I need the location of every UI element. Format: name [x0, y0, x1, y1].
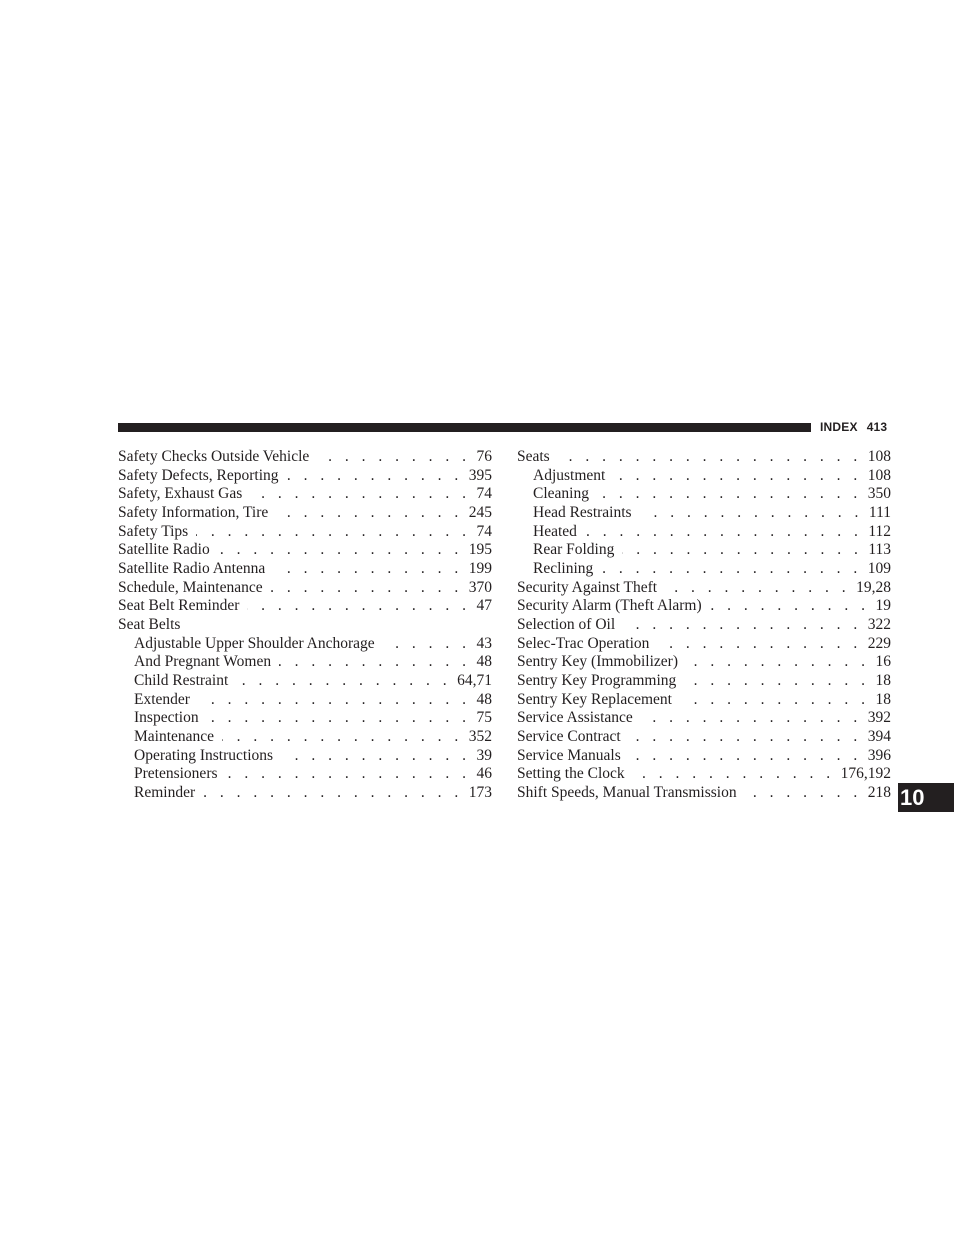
index-term: Safety Checks Outside Vehicle: [118, 448, 310, 465]
dot-leader: [276, 504, 463, 523]
index-entry: [517, 635, 891, 654]
index-entry: [118, 747, 492, 766]
index-page-ref: 109: [867, 559, 891, 577]
index-page-ref: 75: [476, 709, 492, 727]
index-page-ref: 48: [476, 690, 492, 708]
index-page-ref: 322: [867, 615, 891, 633]
dot-leader: [622, 541, 862, 560]
index-term: Rear Folding: [533, 541, 615, 559]
index-entry: [517, 653, 891, 672]
dot-leader: [680, 691, 870, 710]
index-page-ref: 352: [468, 727, 492, 745]
index-entry: [517, 765, 891, 784]
index-page-ref: 218: [867, 783, 891, 801]
index-page-ref: 195: [468, 541, 492, 559]
index-page-ref: 18: [875, 690, 891, 708]
dot-leader: [207, 709, 471, 728]
index-entry: [517, 504, 891, 523]
index-term: Satellite Radio Antenna: [118, 559, 266, 577]
index-term: Satellite Radio: [118, 541, 210, 559]
index-entry: [118, 616, 492, 635]
dot-leader: [640, 504, 863, 523]
index-entry: [118, 691, 492, 710]
index-page-ref: 199: [468, 559, 492, 577]
dot-leader: [317, 448, 470, 467]
index-page-ref: 108: [867, 448, 891, 465]
dot-leader: [558, 448, 862, 467]
index-entry: [517, 747, 891, 766]
section-label: INDEX: [820, 420, 858, 434]
dot-leader: [597, 485, 862, 504]
index-term: Child Restraint: [134, 671, 229, 689]
index-entry: [517, 709, 891, 728]
dot-leader: [196, 523, 470, 542]
dot-leader: [633, 765, 835, 784]
index-term: Safety Information, Tire: [118, 503, 269, 521]
index-term: Service Assistance: [517, 709, 633, 727]
index-page-ref: 176,192: [840, 765, 891, 783]
index-entry: [517, 467, 891, 486]
index-page-ref: 19,28: [856, 578, 891, 596]
index-term: Security Against Theft: [517, 578, 658, 596]
index-page-ref: 173: [468, 783, 492, 801]
index-page-ref: 64,71: [457, 671, 492, 689]
index-page-ref: 46: [476, 765, 492, 783]
index-column-right: [517, 448, 891, 802]
index-term: Heated: [533, 522, 577, 540]
index-term: Service Contract: [517, 727, 621, 745]
index-page-ref: 245: [468, 503, 492, 521]
index-page-ref: 396: [867, 746, 891, 764]
index-page-ref: 111: [868, 503, 891, 521]
dot-leader: [271, 579, 463, 598]
dot-leader: [745, 784, 862, 803]
index-page-ref: 392: [867, 709, 891, 727]
index-page-ref: 394: [867, 727, 891, 745]
index-entry: [118, 579, 492, 598]
dot-leader: [222, 728, 463, 747]
dot-leader: [273, 560, 463, 579]
index-entry: [118, 653, 492, 672]
index-term: Pretensioners: [134, 765, 218, 783]
dot-leader: [281, 747, 470, 766]
index-page-ref: 112: [868, 522, 891, 540]
index-term: Schedule, Maintenance: [118, 578, 263, 596]
index-term: Security Alarm (Theft Alarm): [517, 597, 702, 615]
index-term: Operating Instructions: [134, 746, 274, 764]
chapter-tab: 10: [898, 783, 954, 812]
dot-leader: [623, 616, 862, 635]
index-term: Selec-Trac Operation: [517, 634, 650, 652]
index-entry: [517, 691, 891, 710]
index-entry: [118, 597, 492, 616]
dot-leader: [585, 523, 862, 542]
index-entry: [517, 448, 891, 467]
index-term: Seat Belt Reminder: [118, 597, 240, 615]
index-page-ref: 74: [476, 485, 492, 503]
page-number: 413: [866, 420, 888, 434]
index-term: Setting the Clock: [517, 765, 625, 783]
index-page-ref: 74: [476, 522, 492, 540]
index-entry: [517, 616, 891, 635]
dot-leader: [686, 653, 870, 672]
index-page-ref: 113: [868, 541, 891, 559]
index-term: Cleaning: [533, 485, 589, 503]
dot-leader: [198, 691, 471, 710]
index-page-ref: 229: [867, 634, 891, 652]
index-entry: [118, 765, 492, 784]
index-entry: [118, 467, 492, 486]
index-entry: [517, 541, 891, 560]
index-entry: [517, 728, 891, 747]
index-entry: [118, 485, 492, 504]
index-term: Safety, Exhaust Gas: [118, 485, 243, 503]
index-entry: [118, 709, 492, 728]
index-page-ref: 19: [875, 597, 891, 615]
dot-leader: [629, 747, 862, 766]
index-term: Sentry Key Replacement: [517, 690, 672, 708]
index-entry: [517, 579, 891, 598]
dot-leader: [279, 653, 470, 672]
dot-leader: [629, 728, 862, 747]
dot-leader: [613, 467, 861, 486]
index-entry: [517, 485, 891, 504]
index-entry: [118, 448, 492, 467]
index-entry: [517, 523, 891, 542]
dot-leader: [236, 672, 451, 691]
index-term: Reclining: [533, 559, 594, 577]
dot-leader: [218, 541, 463, 560]
index-entry: [118, 560, 492, 579]
dot-leader: [383, 635, 471, 654]
index-entry: [517, 672, 891, 691]
index-term: Service Manuals: [517, 746, 621, 764]
index-entry: [118, 672, 492, 691]
index-page-ref: 43: [476, 634, 492, 652]
index-column-left: [118, 448, 492, 802]
index-page-ref: 47: [476, 597, 492, 615]
index-entry: [517, 560, 891, 579]
dot-leader: [641, 709, 862, 728]
dot-leader: [247, 597, 470, 616]
index-term: Safety Tips: [118, 522, 189, 540]
index-page-ref: 370: [468, 578, 492, 596]
index-term: Shift Speeds, Manual Transmission: [517, 783, 737, 801]
index-page-ref: 76: [476, 448, 492, 465]
index-page-ref: 395: [468, 466, 492, 484]
index-entry: [118, 504, 492, 523]
index-term: Extender: [134, 690, 190, 708]
index-term: Safety Defects, Reporting: [118, 466, 279, 484]
index-page-ref: 39: [476, 746, 492, 764]
index-term: Head Restraints: [533, 503, 632, 521]
index-page-ref: 350: [867, 485, 891, 503]
index-term: Seats: [517, 448, 550, 465]
dot-leader: [287, 467, 463, 486]
index-term: And Pregnant Women: [134, 653, 272, 671]
dot-leader: [226, 765, 471, 784]
dot-leader: [710, 597, 870, 616]
index-entry: [517, 784, 891, 803]
index-page-ref: 108: [867, 466, 891, 484]
index-term: Sentry Key (Immobilizer): [517, 653, 678, 671]
index-term: Maintenance: [134, 727, 215, 745]
index-term: Reminder: [134, 783, 196, 801]
dot-leader: [250, 485, 470, 504]
index-term: Inspection: [134, 709, 199, 727]
index-term: Sentry Key Programming: [517, 671, 677, 689]
dot-leader: [665, 579, 850, 598]
header-rule: [118, 423, 811, 432]
dot-leader: [684, 672, 869, 691]
index-entry: [517, 597, 891, 616]
running-header: [820, 420, 887, 435]
index-entry: [118, 784, 492, 803]
index-entry: [118, 635, 492, 654]
index-page-ref: 16: [875, 653, 891, 671]
index-term: Seat Belts: [118, 615, 181, 633]
index-term: Adjustment: [533, 466, 606, 484]
index-entry: [118, 523, 492, 542]
dot-leader: [657, 635, 861, 654]
index-page-ref: 18: [875, 671, 891, 689]
dot-leader: [203, 784, 463, 803]
index-entry: [118, 728, 492, 747]
dot-leader: [601, 560, 861, 579]
index-term: Selection of Oil: [517, 615, 616, 633]
index-page-ref: 48: [476, 653, 492, 671]
index-term: Adjustable Upper Shoulder Anchorage: [134, 634, 375, 652]
index-entry: [118, 541, 492, 560]
